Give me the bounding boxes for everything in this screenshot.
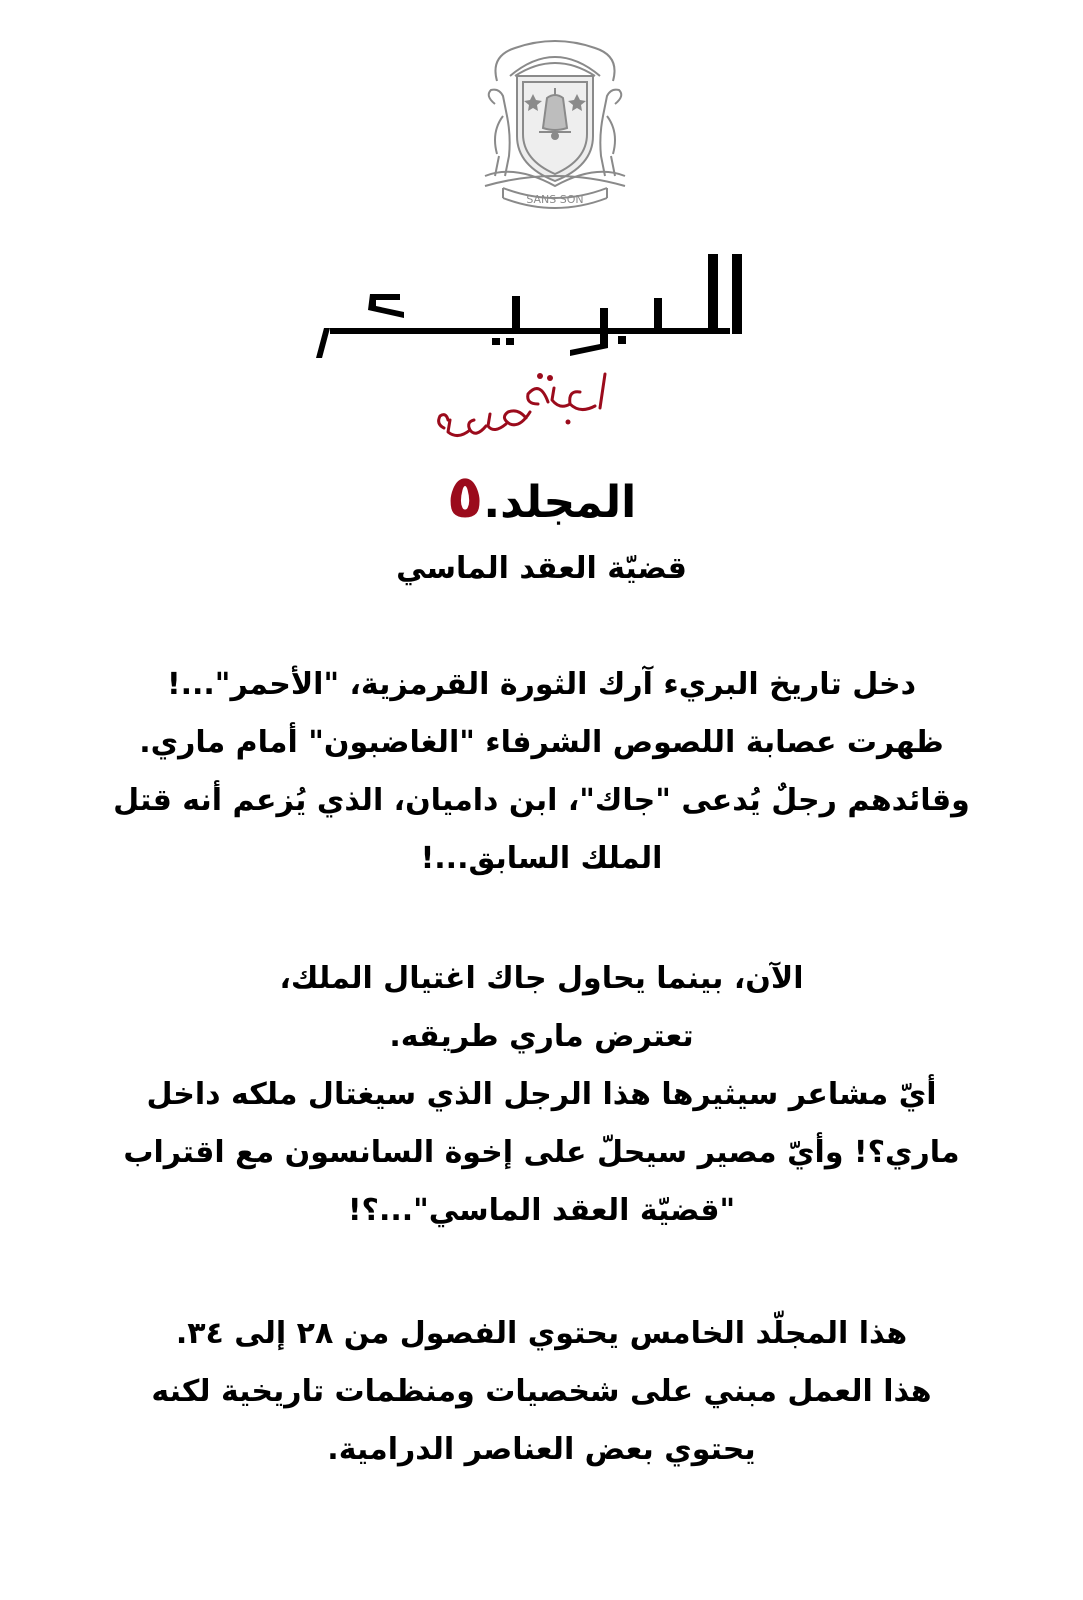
volume-label — [0, 462, 1083, 533]
coat-of-arms-emblem — [455, 36, 655, 226]
paragraph-line: الملك السابق...! — [420, 841, 663, 876]
case-title: قضيّة العقد الماسي — [396, 551, 687, 586]
paragraph-line: ماري؟! وأيّ مصير سيحلّ على إخوة السانسون مع اقتراب — [123, 1135, 960, 1170]
paragraph-line: ظهرت عصابة اللصوص الشرفاء "الغاضبون" أمام ماري. — [139, 725, 944, 760]
paragraph-line: دخل تاريخ البريء آرك الثورة القرمزية، "الأحمر"...! — [166, 667, 917, 702]
volume-number: ٥ — [446, 462, 484, 532]
emblem-motto: SANS SON — [526, 193, 584, 206]
paragraph-line: الآن، بينما يحاول جاك اغتيال الملك، — [279, 961, 804, 996]
paragraph-line: تعترض ماري طريقه. — [389, 1019, 694, 1054]
synopsis-paragraph-1 — [60, 656, 1023, 888]
paragraph-line: هذا العمل مبني على شخصيات ومنظمات تاريخية لكنه — [151, 1374, 932, 1409]
volume-label-text: المجلد. — [483, 477, 637, 528]
series-subtitle-logo — [430, 368, 615, 458]
paragraph-line: أيّ مشاعر سيثيرها هذا الرجل الذي سيغتال ملكه داخل — [146, 1077, 937, 1112]
paragraph-line: "قضيّة العقد الماسي"...؟! — [347, 1193, 736, 1228]
synopsis-paragraph-2 — [60, 950, 1023, 1240]
paragraph-line: هذا المجلّد الخامس يحتوي الفصول من ٢٨ إلى ٣٤. — [175, 1316, 908, 1351]
series-title-logo — [300, 248, 760, 358]
volume-note-paragraph — [60, 1305, 1023, 1479]
paragraph-line: يحتوي بعض العناصر الدرامية. — [327, 1432, 756, 1467]
paragraph-line: وقائدهم رجلٌ يُدعى "جاك"، ابن داميان، الذي يُزعم أنه قتل — [113, 783, 970, 818]
